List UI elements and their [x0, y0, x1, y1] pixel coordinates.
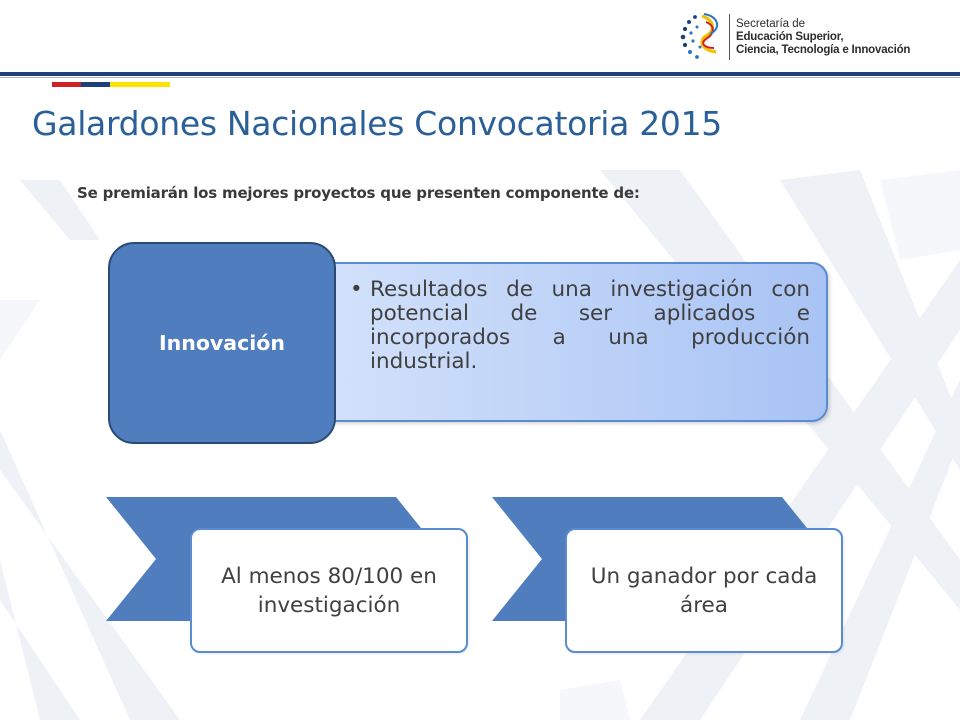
innovation-label-box	[108, 242, 336, 444]
logo-divider	[729, 14, 730, 60]
logo-line-1: Secretaría de	[736, 18, 806, 30]
innovation-text-block	[350, 277, 810, 374]
criteria-winner-text: Un ganador por cada área	[590, 563, 818, 618]
flag-stripe	[52, 82, 170, 87]
slide-title: Galardones Nacionales Convocatoria 2015	[32, 104, 723, 143]
logo-line-2: Educación Superior,	[736, 31, 844, 43]
logo-text	[736, 18, 910, 57]
flag-blue	[81, 82, 110, 87]
criteria-card-winner	[565, 528, 843, 653]
bullet-icon: •	[350, 277, 363, 302]
swirl-dots-logo-icon	[676, 6, 726, 66]
senescyt-logo	[676, 6, 926, 66]
criteria-score-text: Al menos 80/100 en investigación	[221, 563, 437, 618]
slide-subtitle: Se premiarán los mejores proyectos que presenten componente de:	[77, 184, 640, 202]
innovation-description-panel	[300, 262, 828, 422]
criteria-card-score	[190, 528, 468, 653]
innovation-description: Resultados de una investigación con potencial de ser aplicados e incorporados a una producción industrial.	[370, 277, 810, 374]
logo-line-3: Ciencia, Tecnología e Innovación	[736, 44, 911, 56]
header-rule-thin	[0, 77, 960, 78]
innovation-label: Innovación	[159, 331, 285, 355]
header-rule	[0, 72, 960, 76]
flag-red	[52, 82, 81, 87]
flag-yellow	[110, 82, 170, 87]
